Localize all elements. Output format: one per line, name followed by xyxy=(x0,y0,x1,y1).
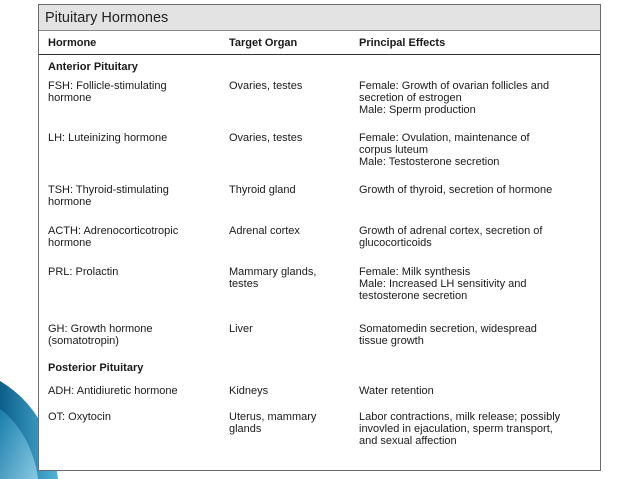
hormone-table xyxy=(38,4,601,471)
table-row xyxy=(39,382,600,408)
cell-target: Ovaries, testes xyxy=(229,132,303,144)
cell-effects: Female: Ovulation, maintenance of corpus luteum Male: Testosterone secretion xyxy=(359,132,530,168)
header-target-organ: Target Organ xyxy=(229,36,298,49)
cell-hormone: PRL: Prolactin xyxy=(48,266,119,278)
table-row xyxy=(39,181,600,222)
cell-hormone: ACTH: Adrenocorticotropic hormone xyxy=(48,225,179,249)
cell-target: Thyroid gland xyxy=(229,184,296,196)
table-row xyxy=(39,320,600,358)
table-header-row xyxy=(39,31,600,55)
cell-effects: Somatomedin secretion, widespread tissue growth xyxy=(359,323,537,347)
cell-hormone: FSH: Follicle-stimulating hormone xyxy=(48,80,167,104)
cell-effects: Water retention xyxy=(359,385,434,397)
table-row xyxy=(39,77,600,129)
cell-effects: Female: Milk synthesis Male: Increased LH sensitivity and testosterone secretion xyxy=(359,266,527,302)
cell-target: Liver xyxy=(229,323,253,335)
section-posterior-pituitary: Posterior Pituitary xyxy=(48,362,144,374)
cell-target: Ovaries, testes xyxy=(229,80,303,92)
table-row xyxy=(39,129,600,181)
table-row xyxy=(39,222,600,263)
table-row xyxy=(39,408,600,458)
cell-hormone: ADH: Antidiuretic hormone xyxy=(48,385,178,397)
cell-effects: Female: Growth of ovarian follicles and secretion of estrogen Male: Sperm production xyxy=(359,80,550,116)
cell-hormone: TSH: Thyroid-stimulating hormone xyxy=(48,184,169,208)
cell-hormone: OT: Oxytocin xyxy=(48,411,111,423)
cell-target: Adrenal cortex xyxy=(229,225,300,237)
header-principal-effects: Principal Effects xyxy=(359,36,446,49)
cell-target: Uterus, mammary glands xyxy=(229,411,317,435)
cell-hormone: LH: Luteinizing hormone xyxy=(48,132,168,144)
cell-effects: Labor contractions, milk release; possibly invovled in ejaculation, sperm transport, and sexual affection xyxy=(359,411,561,447)
section-anterior-pituitary: Anterior Pituitary xyxy=(48,61,138,73)
cell-target: Kidneys xyxy=(229,385,269,397)
cell-hormone: GH: Growth hormone (somatotropin) xyxy=(48,323,153,347)
table-title: Pituitary Hormones xyxy=(39,5,600,31)
header-hormone: Hormone xyxy=(48,36,97,49)
table-row xyxy=(39,263,600,320)
cell-effects: Growth of adrenal cortex, secretion of glucocorticoids xyxy=(359,225,543,249)
cell-target: Mammary glands, testes xyxy=(229,266,317,290)
cell-effects: Growth of thyroid, secretion of hormone xyxy=(359,184,553,196)
